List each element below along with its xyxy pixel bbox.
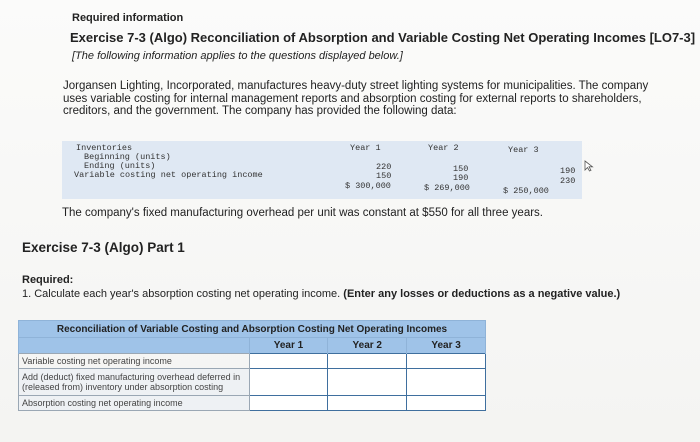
recon-year-3-header: Year 3: [407, 338, 486, 354]
row-label-vc-income: Variable costing net operating income: [19, 354, 250, 369]
data-year-3-header: Year 3: [508, 145, 539, 155]
beginning-units-label: Beginning (units): [84, 152, 171, 162]
ending-units-label: Ending (units): [84, 161, 156, 171]
row-label-fixed-overhead: Add (deduct) fixed manufacturing overhead deferred in (released from) inventory under absorption costing: [19, 369, 250, 396]
ending-year-1: 150: [376, 171, 392, 181]
required-text: 1. Calculate each year's absorption costing net operating income.: [22, 288, 341, 300]
vc-income-year-2: $ 269,000: [424, 183, 470, 193]
fixed-overhead-year-2-input[interactable]: [328, 369, 407, 396]
fixed-overhead-year-3-input[interactable]: [407, 369, 486, 396]
vc-income-year-3-input[interactable]: [407, 354, 486, 369]
recon-year-1-header: Year 1: [249, 338, 328, 354]
header-blank-cell: [19, 338, 250, 354]
vc-income-year-3: $ 250,000: [503, 186, 549, 196]
absorption-income-year-2-input[interactable]: [328, 396, 407, 411]
ending-year-3: 230: [560, 176, 576, 186]
recon-year-2-header: Year 2: [328, 338, 407, 354]
exercise-note: [The following information applies to the questions displayed below.]: [72, 50, 403, 62]
reconciliation-table: [18, 320, 486, 411]
fixed-overhead-year-1-input[interactable]: [249, 369, 328, 396]
required-label: Required:: [22, 274, 74, 286]
intro-paragraph: Jorgansen Lighting, Incorporated, manufactures heavy-duty street lighting systems for municipalities. The company uses variable costing for internal management reports and absorption costing for external reports to shareholders, creditors, and the government. The company has provided the following data:: [63, 80, 649, 117]
fixed-overhead-statement: The company's fixed manufacturing overhead per unit was constant at $550 for all three years.: [62, 207, 543, 219]
table-row: [19, 369, 486, 396]
table-row: [19, 354, 486, 369]
required-information-heading: Required information: [72, 12, 184, 24]
required-emphasis: (Enter any losses or deductions as a negative value.): [343, 288, 621, 300]
vc-income-year-1: $ 300,000: [345, 181, 391, 191]
ending-year-2: 190: [453, 173, 469, 183]
inventories-label: Inventories: [76, 143, 133, 153]
row-label-absorption-income: Absorption costing net operating income: [19, 396, 250, 411]
vc-income-year-1-input[interactable]: [249, 354, 328, 369]
variable-costing-label: Variable costing net operating income: [74, 170, 263, 180]
table-row: [19, 396, 486, 411]
mouse-cursor-icon: [584, 160, 594, 172]
reconciliation-title: Reconciliation of Variable Costing and Absorption Costing Net Operating Incomes: [19, 321, 486, 338]
absorption-income-year-3-input[interactable]: [407, 396, 486, 411]
beginning-year-3: 190: [560, 166, 576, 176]
absorption-income-year-1-input[interactable]: [249, 396, 328, 411]
data-year-1-header: Year 1: [350, 143, 381, 153]
part-title: Exercise 7-3 (Algo) Part 1: [22, 240, 185, 255]
beginning-year-1: 220: [376, 162, 392, 172]
exercise-title: Exercise 7-3 (Algo) Reconciliation of Absorption and Variable Costing Net Operating Incomes [LO7-3]: [70, 30, 696, 45]
required-instruction: [22, 288, 620, 300]
data-year-2-header: Year 2: [428, 143, 459, 153]
beginning-year-2: 150: [453, 164, 469, 174]
vc-income-year-2-input[interactable]: [328, 354, 407, 369]
